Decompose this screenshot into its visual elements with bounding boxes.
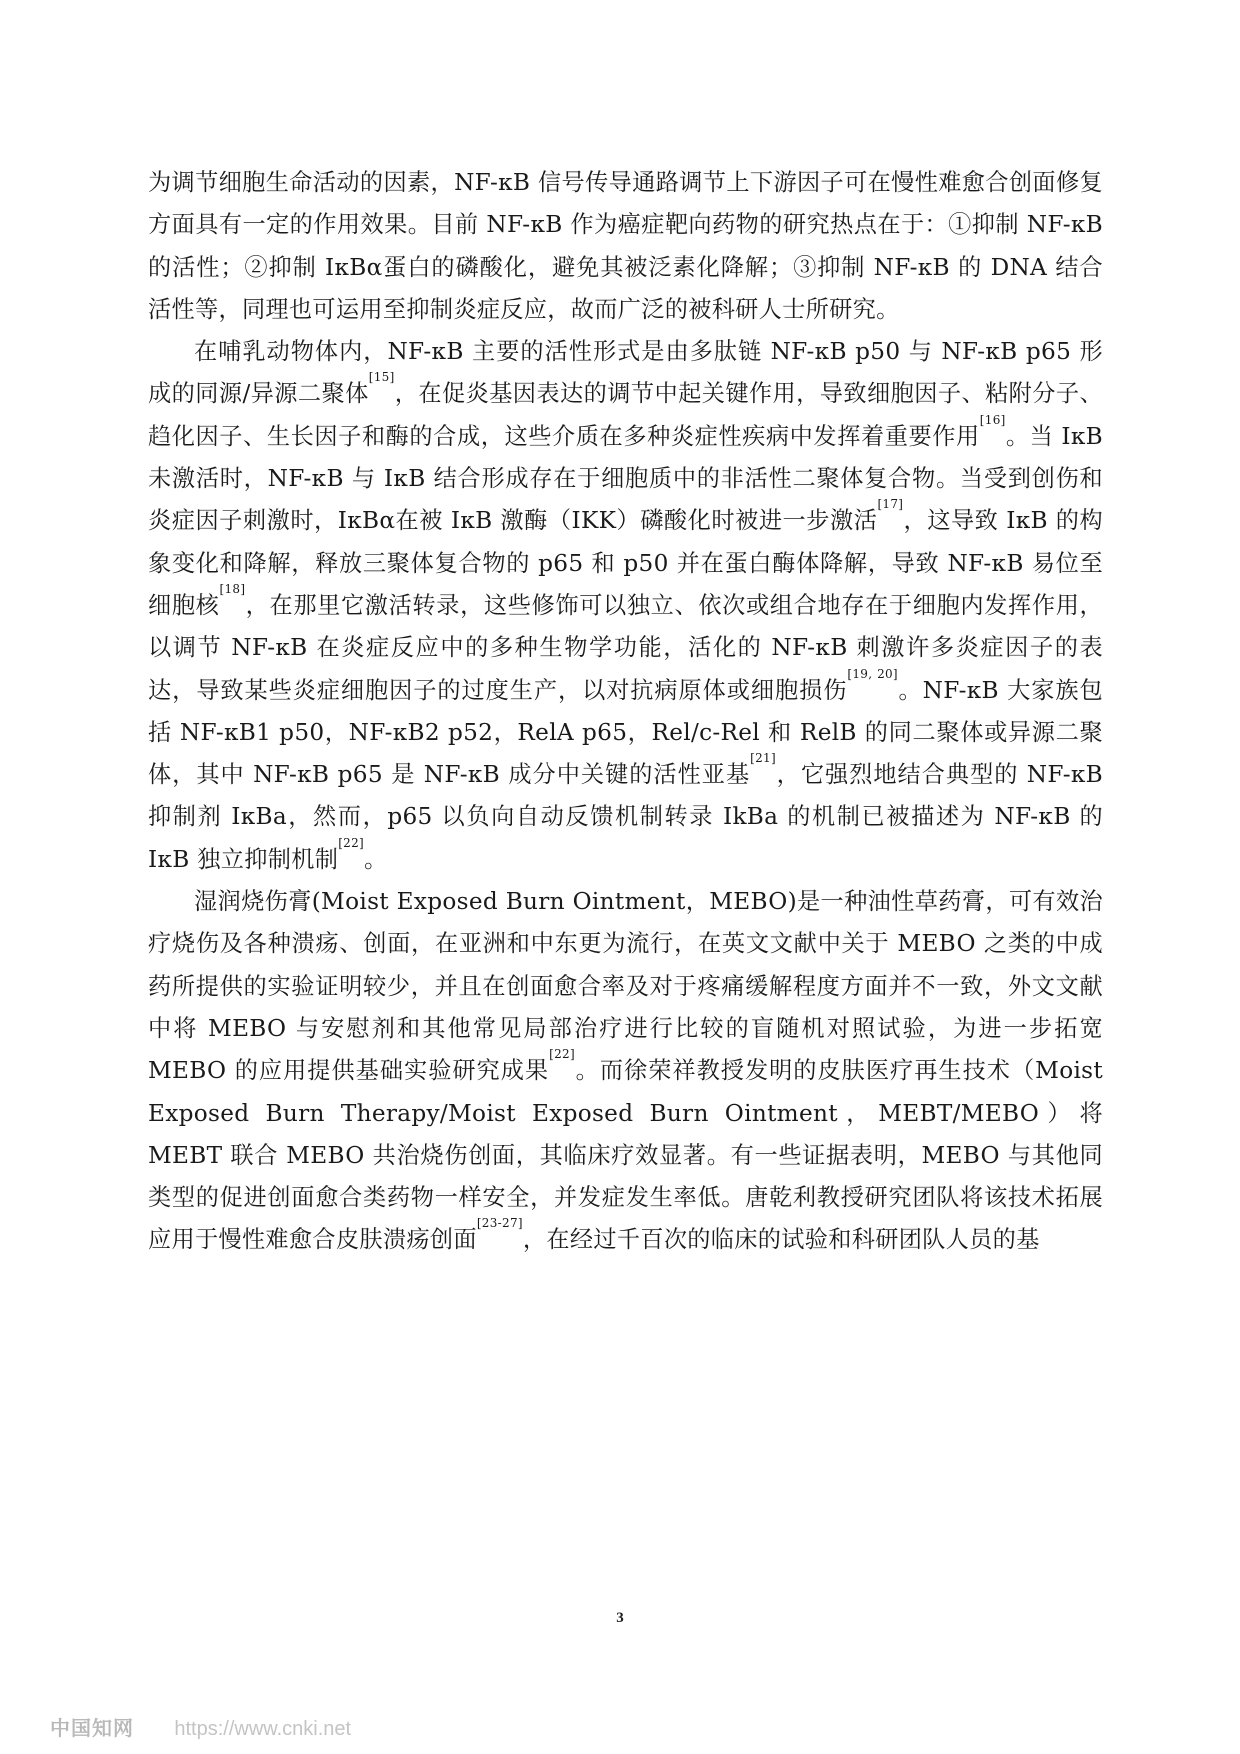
watermark-url: https://www.cnki.net <box>174 1718 352 1740</box>
page-number: 3 <box>616 1610 624 1626</box>
citation-reference: [18] <box>219 581 246 596</box>
citation-reference: [22] <box>338 835 365 850</box>
paragraph <box>148 881 1103 1262</box>
citation-reference: [17] <box>877 497 904 512</box>
citation-reference: [19, 20] <box>847 666 898 681</box>
paragraph-text: ，在经过千百次的临床的试验和科研团队人员的基 <box>522 1226 1040 1254</box>
watermark-logo: 中国知网 <box>50 1716 134 1740</box>
paragraph-text: ，在促炎基因表达的调节中起关键作用，导致细胞因子、粘附分子、趋化因子、生长因子和酶的合成，这些介质在多种炎症性疾病中发挥着重要作用 <box>148 380 1104 450</box>
citation-reference: [21] <box>750 751 776 766</box>
paragraph <box>148 162 1103 331</box>
paragraph-text: ，这导致 IκB 的构象变化和降解，释放三聚体复合物的 p65 和 p50 并在蛋白酶体降解，导致 NF-κB 易位至细胞核 <box>148 507 1104 619</box>
paragraph-text: ，在那里它激活转录，这些修饰可以独立、依次或组合地存在于细胞内发挥作用，以调节 NF-κB 在炎症反应中的多种生物学功能，活化的 NF-κB 刺激许多炎症因子的表达，导致某些炎症细胞因子的过度生产，以对抗病原体或细胞损伤 <box>148 591 1104 704</box>
paragraph-text: 湿润烧伤膏(Moist Exposed Burn Ointment，MEBO)是一种油性草药膏，可有效治疗烧伤及各种溃疡、创面，在亚洲和中东更为流行，在英文文献中关于 MEBO 之类的中成药所提供的实验证明较少，并且在创面愈合率及对于疼痛缓解程度方面并不一致，外文文献中将 MEBO 与安慰剂和其他常见局部治疗进行比较的盲随机对照试验，为进一步拓宽 MEBO 的应用提供基础实验研究成果 <box>148 888 1103 1085</box>
citation-reference: [22] <box>549 1047 575 1062</box>
body-text <box>148 162 1103 1262</box>
cnki-watermark <box>50 1712 351 1741</box>
citation-reference: [23-27] <box>476 1216 523 1231</box>
paragraph-text: 为调节细胞生命活动的因素，NF-κB 信号传导通路调节上下游因子可在慢性难愈合创面修复方面具有一定的作用效果。目前 NF-κB 作为癌症靶向药物的研究热点在于：①抑制 NF-κB 的活性；②抑制 IκBα蛋白的磷酸化，避免其被泛素化降解；③抑制 NF-κB 的 DNA 结合活性等，同理也可运用至抑制炎症反应，故而广泛的被科研人士所研究。 <box>148 169 1103 323</box>
citation-reference: [16] <box>979 412 1006 427</box>
paragraph-text: 。当 IκB 未激活时，NF-κB 与 IκB 结合形成存在于细胞质中的非活性二聚体复合物。当受到创伤和炎症因子刺激时，IκBα在被 IκB 激酶（IKK）磷酸化时被进一步激活 <box>148 422 1103 535</box>
paragraph-text: 。而徐荣祥教授发明的皮肤医疗再生技术（Moist Exposed Burn Therapy/Moist Exposed Burn Ointment，MEBT/MEBO）将 MEBT 联合 MEBO 共治烧伤创面，其临床疗效显著。有一些证据表明，MEBO 与其他同类型的促进创面愈合类药物一样安全，并发症发生率低。唐乾利教授研究团队将该技术拓展应用于慢性难愈合皮肤溃疡创面 <box>148 1057 1103 1254</box>
paragraph-text: 。 <box>364 845 388 873</box>
citation-reference: [15] <box>368 370 395 385</box>
paragraph-text: 在哺乳动物体内，NF-κB 主要的活性形式是由多肽链 NF-κB p50 与 NF-κB p65 形成的同源/异源二聚体 <box>148 338 1103 408</box>
paragraph-text: ，它强烈地结合典型的 NF-κB 抑制剂 IκBa，然而，p65 以负向自动反馈机制转录 IkBa 的机制已被描述为 NF-κB 的 IκB 独立抑制机制 <box>148 761 1103 873</box>
paragraph-text: 。NF-κB 大家族包括 NF-κB1 p50，NF-κB2 p52，RelA p65，Rel/c-Rel 和 RelB 的同二聚体或异源二聚体，其中 NF-κB p65 是 NF-κB 成分中关键的活性亚基 <box>148 676 1103 789</box>
paragraph <box>148 331 1103 881</box>
